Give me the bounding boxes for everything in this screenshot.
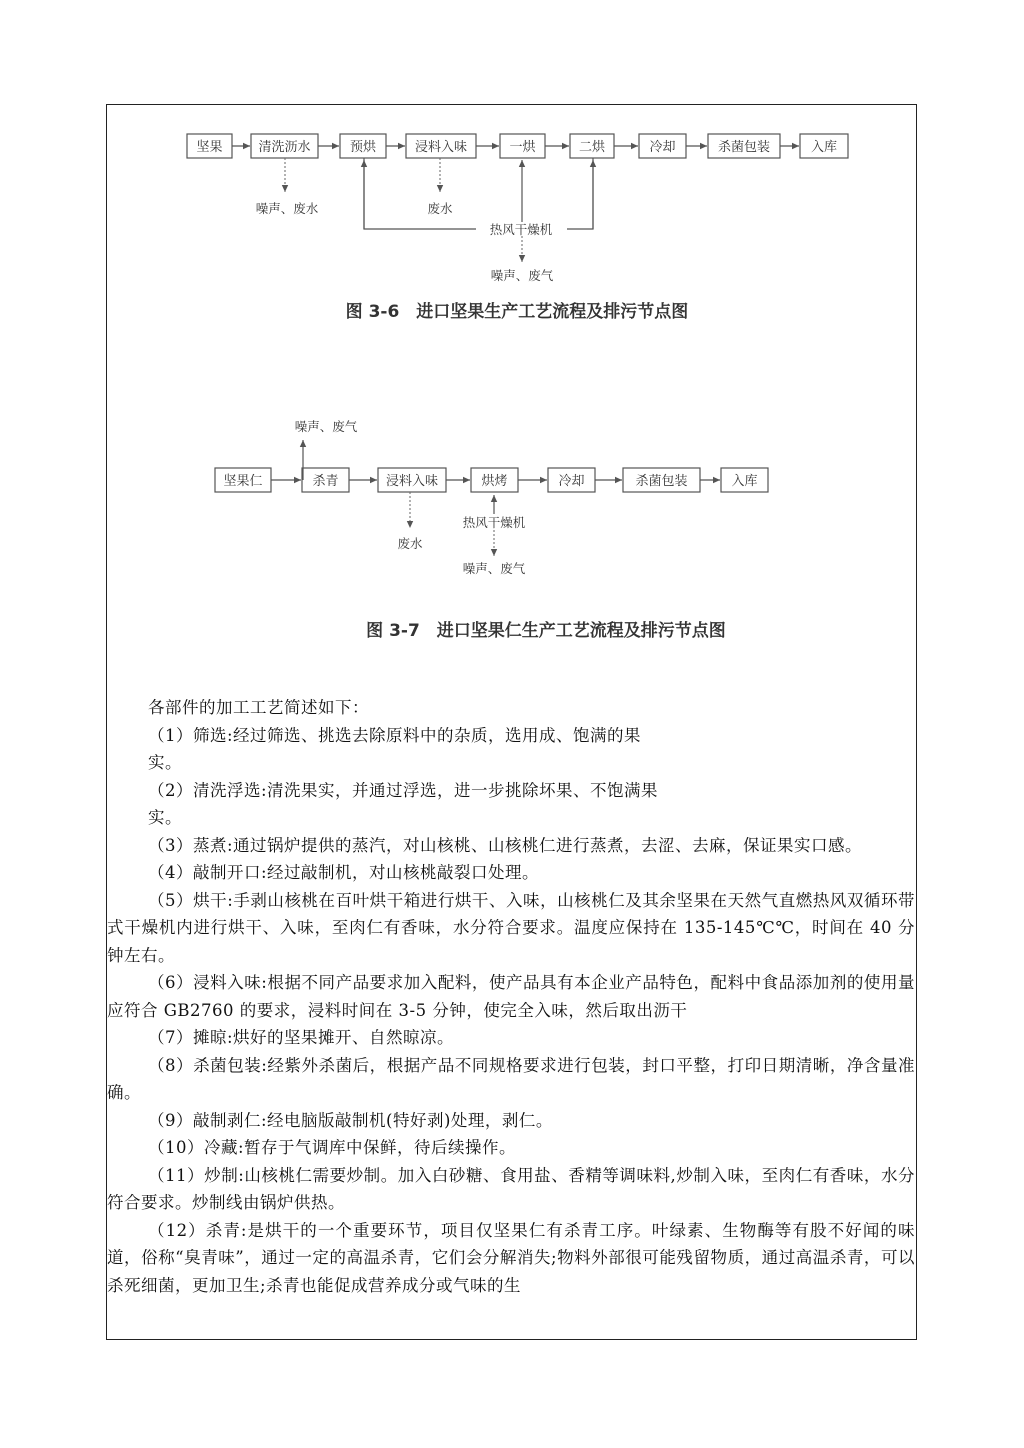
item-10: （10）冷藏:暂存于气调库中保鲜，待后续操作。 <box>148 1138 517 1157</box>
flow-step-box <box>378 468 446 492</box>
flow-step-label: 入库 <box>810 140 838 155</box>
figure-3-6-emission-noise-water: 噪声、废水 <box>255 201 319 216</box>
flow-step-box <box>639 134 686 158</box>
flow-step-box <box>406 134 476 158</box>
item-8: （8）杀菌包装:经紫外杀菌后，根据产品不同规格要求进行包装，封口平整，打印日期清晰，净含量准确。 <box>107 1055 915 1102</box>
item-4: （4）敲制开口:经过敲制机，对山核桃敲裂口处理。 <box>148 863 540 882</box>
flow-step-box <box>570 134 614 158</box>
figure-3-6-dryer: 热风干燥机 <box>489 222 553 237</box>
flow-step-label: 一烘 <box>509 140 536 155</box>
flow-step-label: 入库 <box>731 474 758 489</box>
flow-step-label: 浸料入味 <box>385 474 439 489</box>
item-1-line-2: 实。 <box>148 753 182 772</box>
process-flow-diagrams <box>0 0 1024 694</box>
item-7: （7）摊晾:烘好的坚果摊开、自然晾凉。 <box>148 1028 455 1047</box>
flow-step-box <box>251 134 318 158</box>
flow-step-label: 预烘 <box>349 140 377 155</box>
flow-step-box <box>548 468 595 492</box>
figure-3-6-dryer-emission: 噪声、废气 <box>490 268 554 283</box>
item-1-line-1: （1）筛选:经过筛选、挑选去除原料中的杂质，选用成、饱满的果 <box>148 725 642 745</box>
flow-step-box <box>721 468 768 492</box>
flow-step-box <box>471 468 518 492</box>
flow-step-label: 冷却 <box>558 474 585 489</box>
flow-step-box <box>708 134 780 158</box>
flow-step-label: 杀菌包装 <box>635 474 688 489</box>
flow-step-label: 杀菌包装 <box>717 140 771 155</box>
figure-3-7-emission-top: 噪声、废气 <box>294 419 358 434</box>
flow-step-label: 浸料入味 <box>414 140 468 155</box>
flow-step-box <box>500 134 545 158</box>
item-5: （5）烘干:手剥山核桃在百叶烘干箱进行烘干、入味，山核桃仁及其余坚果在天然气直燃热风双循环带式干燥机内进行烘干、入味，至肉仁有香味，水分符合要求。温度应保持在 135-145℃℃，时间在 40 分钟左右。 <box>107 890 915 965</box>
figure-3-7-caption: 图 3-7 进口坚果仁生产工艺流程及排污节点图 <box>366 621 726 641</box>
flow-step-box <box>623 468 700 492</box>
flow-step-box <box>215 468 271 492</box>
item-12: （12）杀青:是烘干的一个重要环节，项目仅坚果仁有杀青工序。叶绿素、生物酶等有股不好闻的味道，俗称“臭青味”，通过一定的高温杀青，它们会分解消失;物料外部很可能残留物质，通过高温杀青，可以杀死细菌，更加卫生;杀青也能促成营养成分或气味的生 <box>107 1220 915 1295</box>
flow-step-label: 二烘 <box>578 140 606 155</box>
flow-step-box <box>340 134 386 158</box>
item-2-line-2: 实。 <box>148 808 182 827</box>
item-6: （6）浸料入味:根据不同产品要求加入配料，使产品具有本企业产品特色，配料中食品添加剂的使用量应符合 GB2760 的要求，浸料时间在 3-5 分钟，使完全入味，然后取出沥干 <box>107 973 915 1020</box>
flow-step-box <box>187 134 232 158</box>
process-description <box>107 694 915 1299</box>
flow-step-label: 冷却 <box>649 140 676 155</box>
flow-step-label: 坚果 <box>196 140 223 155</box>
intro-line: 各部件的加工工艺简述如下： <box>148 698 369 717</box>
figure-3-6-caption: 图 3-6 进口坚果生产工艺流程及排污节点图 <box>345 302 689 322</box>
figure-3-6-steps <box>187 134 848 158</box>
flow-step-box <box>302 468 349 492</box>
figure-3-7-dryer-emission: 噪声、废气 <box>462 561 526 576</box>
flow-step-label: 坚果仁 <box>223 474 263 489</box>
flow-step-label: 烘烤 <box>481 474 508 489</box>
flow-step-label: 杀青 <box>312 474 339 489</box>
item-11: （11）炒制:山核桃仁需要炒制。加入白砂糖、食用盐、香精等调味料,炒制入味，至肉仁有香味，水分符合要求。炒制线由锅炉供热。 <box>107 1165 915 1212</box>
figure-3-7-dryer: 热风干燥机 <box>462 515 526 530</box>
flow-step-label: 清洗沥水 <box>258 140 311 155</box>
item-2-line-1: （2）清洗浮选:清洗果实，并通过浮选，进一步挑除坏果、不饱满果 <box>148 780 659 800</box>
item-9: （9）敲制剥仁:经电脑版敲制机(特好剥)处理，剥仁。 <box>148 1110 553 1130</box>
figure-3-6-emission-water: 废水 <box>427 201 453 216</box>
flow-step-box <box>800 134 848 158</box>
item-3: （3）蒸煮:通过锅炉提供的蒸汽，对山核桃、山核桃仁进行蒸煮，去涩、去麻，保证果实口感。 <box>148 835 863 855</box>
figure-3-7-emission-water: 废水 <box>397 536 423 551</box>
